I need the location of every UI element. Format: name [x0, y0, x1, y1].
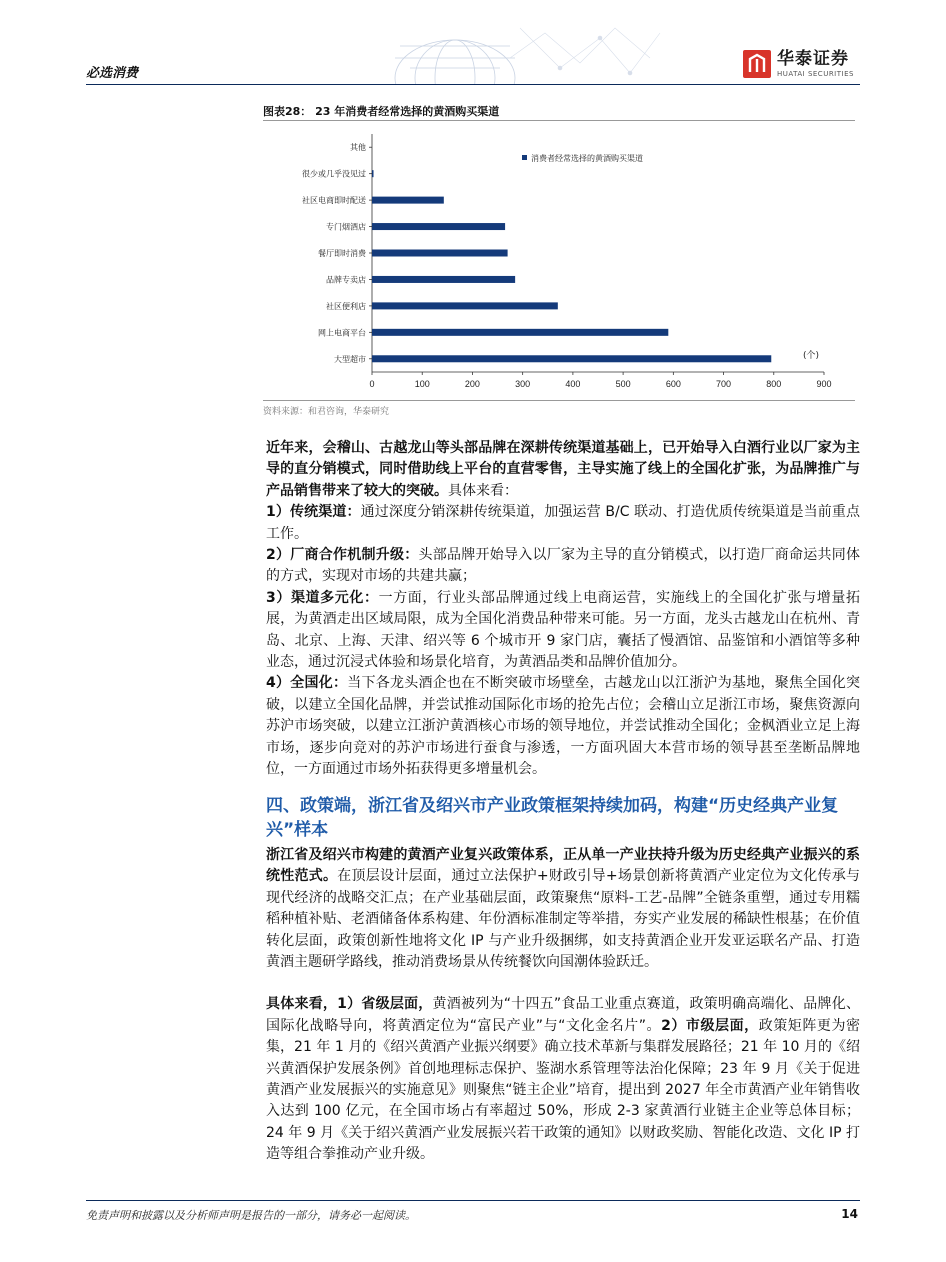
page-number: 14: [841, 1207, 858, 1221]
x-tick-label: 100: [414, 379, 430, 389]
figure-source: 资料来源：和君咨询，华泰研究: [263, 407, 390, 417]
y-tick-label: 其他: [350, 143, 366, 153]
intro-paragraph: 近年来，会稽山、古越龙山等头部品牌在深耕传统渠道基础上，已开始导入白酒行业以厂家为主导的直分销模式，同时借助线上平台的直营零售，主导实施了线上的全国化扩张，为品牌推广与产品销售带来了较大的突破。具体来看：: [266, 440, 860, 499]
huatai-logo: [743, 50, 854, 78]
legend-label: 消费者经常选择的黄酒购买渠道: [531, 154, 643, 163]
y-tick-label: 大型超市: [334, 354, 366, 364]
bar: [372, 355, 771, 362]
traditional-channel-paragraph: 1）传统渠道：通过深度分销深耕传统渠道，加强运营 B/C 联动、打造优质传统渠道是当前重点工作。: [266, 504, 860, 542]
cooperation-paragraph: 2）厂商合作机制升级：头部品牌开始导入以厂家为主导的直分销模式，以打造厂商命运共同体的方式，实现对市场的共建共赢；: [266, 547, 860, 585]
unit-label: (个): [803, 351, 820, 361]
y-tick-label: 很少或几乎没见过: [302, 169, 366, 179]
bar: [372, 170, 374, 177]
policy-paragraph-1: 浙江省及绍兴市构建的黄酒产业复兴政策体系，正从单一产业扶持升级为历史经典产业振兴的系统性范式。在顶层设计层面，通过立法保护+财政引导+场景创新将黄酒产业定位为文化传承与现代经济的战略交汇点；在产业基础层面，政策聚焦“原料-工艺-品牌”全链条重塑，通过专用糯稻种植补贴、老酒储备体系构建、年份酒标准制定等举措，夯实产业发展的稀缺性根基；在价值转化层面，政策创新性地将文化 IP 与产业升级捆绑，如支持黄酒企业开发亚运联名产品、打造黄酒主题研学路线，推动消费场景从传统餐饮向国潮体验跃迁。: [266, 847, 861, 971]
x-tick-label: 700: [716, 379, 732, 389]
figure-top-rule: [263, 120, 855, 121]
y-tick-label: 社区便利店: [326, 301, 366, 311]
x-tick-label: 200: [464, 379, 480, 389]
decorative-globe-graphic: [360, 18, 690, 84]
channel-analysis-text: [266, 438, 860, 781]
bar-chart: [263, 122, 855, 400]
x-tick-label: 600: [665, 379, 681, 389]
x-tick-label: 800: [766, 379, 782, 389]
y-tick-label: 社区电商即时配送: [302, 196, 366, 206]
logo-english-name: HUATAI SECURITIES: [777, 70, 854, 78]
y-tick-label: 专门烟酒店: [326, 222, 366, 232]
y-tick-label: 品牌专卖店: [326, 275, 366, 285]
page-header: [0, 0, 946, 100]
footer-disclaimer: 免责声明和披露以及分析师声明是报告的一部分，请务必一起阅读。: [86, 1209, 416, 1222]
diversification-paragraph: 3）渠道多元化：一方面，行业头部品牌通过线上电商运营，实施线上的全国化扩张与增量拓展，为黄酒走出区域局限，成为全国化消费品种带来可能。另一方面，龙头古越龙山在杭州、青岛、北京、上海、天津、绍兴等 6 个城市开 9 家门店，囊括了慢酒馆、品鉴馆和小酒馆等多种业态，通过沉浸式体验和场景化培育，为黄酒品类和品牌价值加分。: [266, 589, 860, 671]
bar: [372, 223, 505, 230]
footer-divider: [86, 1200, 860, 1201]
nationalization-paragraph: 4）全国化：当下各龙头酒企也在不断突破市场壁垒，古越龙山以江浙沪为基地，聚焦全国化突破，以建立全国化品牌，并尝试推动国际化市场的抢先占位；会稽山立足浙江市场，聚焦资源向苏沪市场突破，以建立江浙沪黄酒核心市场的领导地位，并尝试推动全国化；金枫酒业立足上海市场，逐步向竞对的苏沪市场进行蚕食与渗透，一方面巩固大本营市场的领导甚至垄断品牌地位，一方面通过市场外拓获得更多增量机会。: [266, 675, 860, 778]
bar: [372, 302, 558, 309]
x-tick-label: 0: [369, 379, 375, 389]
header-divider: [86, 84, 860, 85]
x-tick-label: 900: [816, 379, 832, 389]
x-tick-label: 500: [615, 379, 631, 389]
logo-chinese-name: 华泰证券: [777, 49, 849, 69]
y-tick-label: 餐厅即时消费: [318, 249, 366, 258]
x-tick-label: 300: [515, 379, 531, 389]
legend-swatch: [522, 155, 527, 160]
huatai-logo-mark-icon: [743, 50, 771, 78]
x-tick-label: 400: [565, 379, 581, 389]
policy-text: [266, 845, 860, 1166]
section-heading: 四、政策端，浙江省及绍兴市产业政策框架持续加码，构建“历史经典产业复兴”样本: [266, 796, 839, 840]
figure-bottom-rule: [263, 400, 855, 401]
bar: [372, 197, 444, 204]
policy-paragraph-2: 具体来看，1）省级层面，黄酒被列为“十四五”食品工业重点赛道，政策明确高端化、品牌化、国际化战略导向，将黄酒定位为“富民产业”与“文化金名片”。2）市级层面，政策矩阵更为密集，21 年 1 月的《绍兴黄酒产业振兴纲要》确立技术革新与集群发展路径；21 年 10 月的《绍兴黄酒保护发展条例》首创地理标志保护、鉴湖水系管理等法治化保障；23 年 9 月《关于促进黄酒产业发展振兴的实施意见》则聚焦“链主企业”培育，提出到 2027 年全市黄酒产业年销售收入达到 100 亿元，在全国市场占有率超过 50%，形成 2-3 家黄酒行业链主企业等总体目标；24 年 9 月《关于绍兴黄酒产业发展振兴若干政策的通知》以财政奖励、智能化改造、文化 IP 打造等组合拳推动产业升级。: [266, 996, 861, 1163]
bar: [372, 276, 515, 283]
y-tick-label: 网上电商平台: [318, 328, 366, 338]
section-name: 必选消费: [86, 66, 139, 81]
bar: [372, 250, 508, 257]
figure-caption: 图表28： 23 年消费者经常选择的黄酒购买渠道: [263, 105, 500, 118]
bar: [372, 329, 668, 336]
